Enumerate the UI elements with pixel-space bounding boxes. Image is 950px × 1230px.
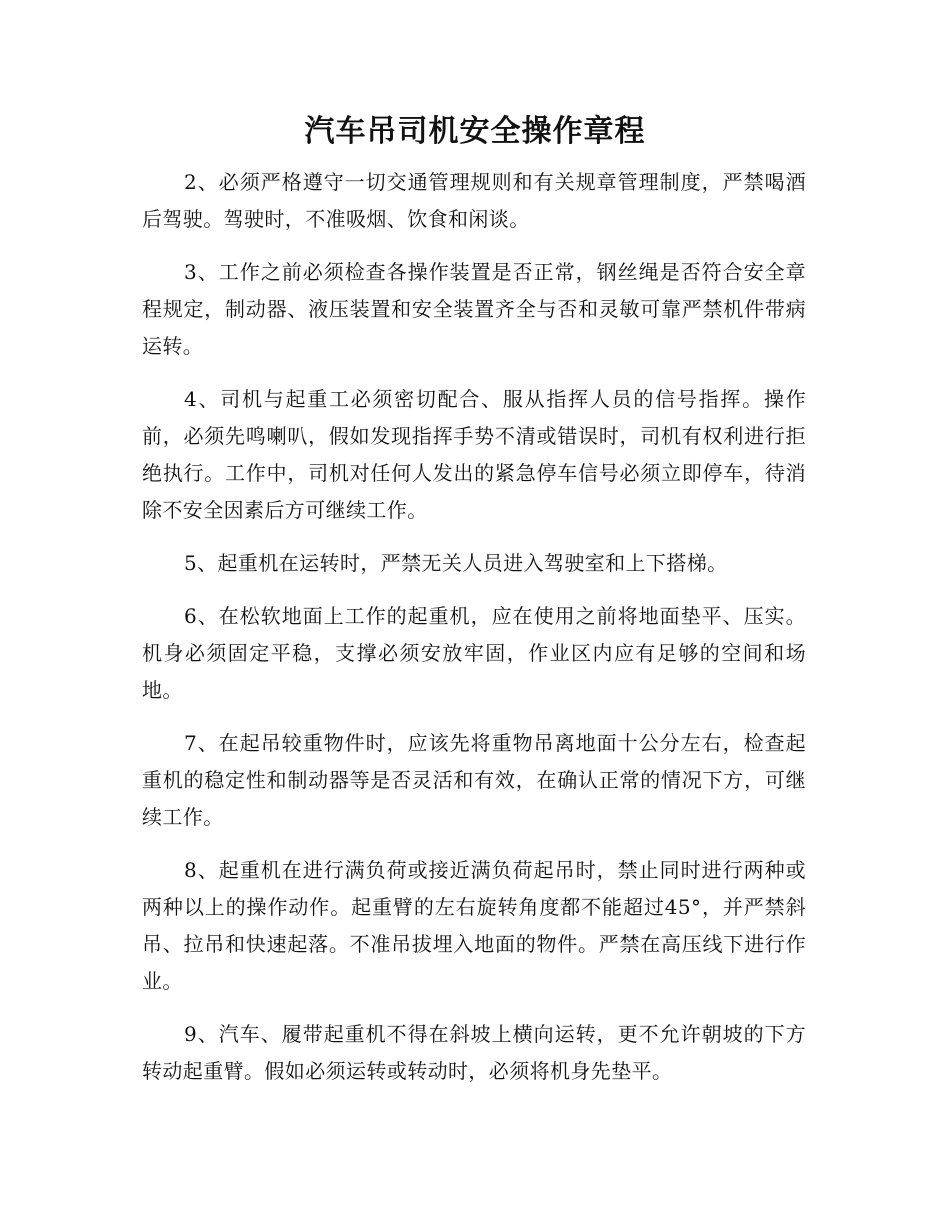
paragraph-rule-6: 6、在松软地面上工作的起重机，应在使用之前将地面垫平、压实。机身必须固定平稳，支撑必须安放牢固，作业区内应有足够的空间和场地。 xyxy=(142,604,806,702)
document-body xyxy=(142,164,806,1106)
paragraph-rule-2: 2、必须严格遵守一切交通管理规则和有关规章管理制度，严禁喝酒后驾驶。驾驶时，不准吸烟、饮食和闲谈。 xyxy=(142,170,806,231)
paragraph-rule-4: 4、司机与起重工必须密切配合、服从指挥人员的信号指挥。操作前，必须先鸣喇叭，假如发现指挥手势不清或错误时，司机有权利进行拒绝执行。工作中，司机对任何人发出的紧急停车信号必须立即停车，待消除不安全因素后方可继续工作。 xyxy=(142,387,806,522)
paragraph-rule-7: 7、在起吊较重物件时，应该先将重物吊离地面十公分左右，检查起重机的稳定性和制动器等是否灵活和有效，在确认正常的情况下方，可继续工作。 xyxy=(142,731,806,829)
paragraph-rule-8: 8、起重机在进行满负荷或接近满负荷起吊时，禁止同时进行两种或两种以上的操作动作。起重臂的左右旋转角度都不能超过45°，并严禁斜吊、拉吊和快速起落。不准吊拔埋入地面的物件。严禁在高压线下进行作业。 xyxy=(142,858,806,993)
document-title: 汽车吊司机安全操作章程 xyxy=(304,114,646,149)
paragraph-rule-9: 9、汽车、履带起重机不得在斜坡上横向运转，更不允许朝坡的下方转动起重臂。假如必须运转或转动时，必须将机身先垫平。 xyxy=(142,1022,806,1083)
paragraph-rule-3: 3、工作之前必须检查各操作装置是否正常，钢丝绳是否符合安全章程规定，制动器、液压装置和安全装置齐全与否和灵敏可靠严禁机件带病运转。 xyxy=(142,260,806,358)
paragraph-rule-5: 5、起重机在运转时，严禁无关人员进入驾驶室和上下搭梯。 xyxy=(184,551,728,575)
